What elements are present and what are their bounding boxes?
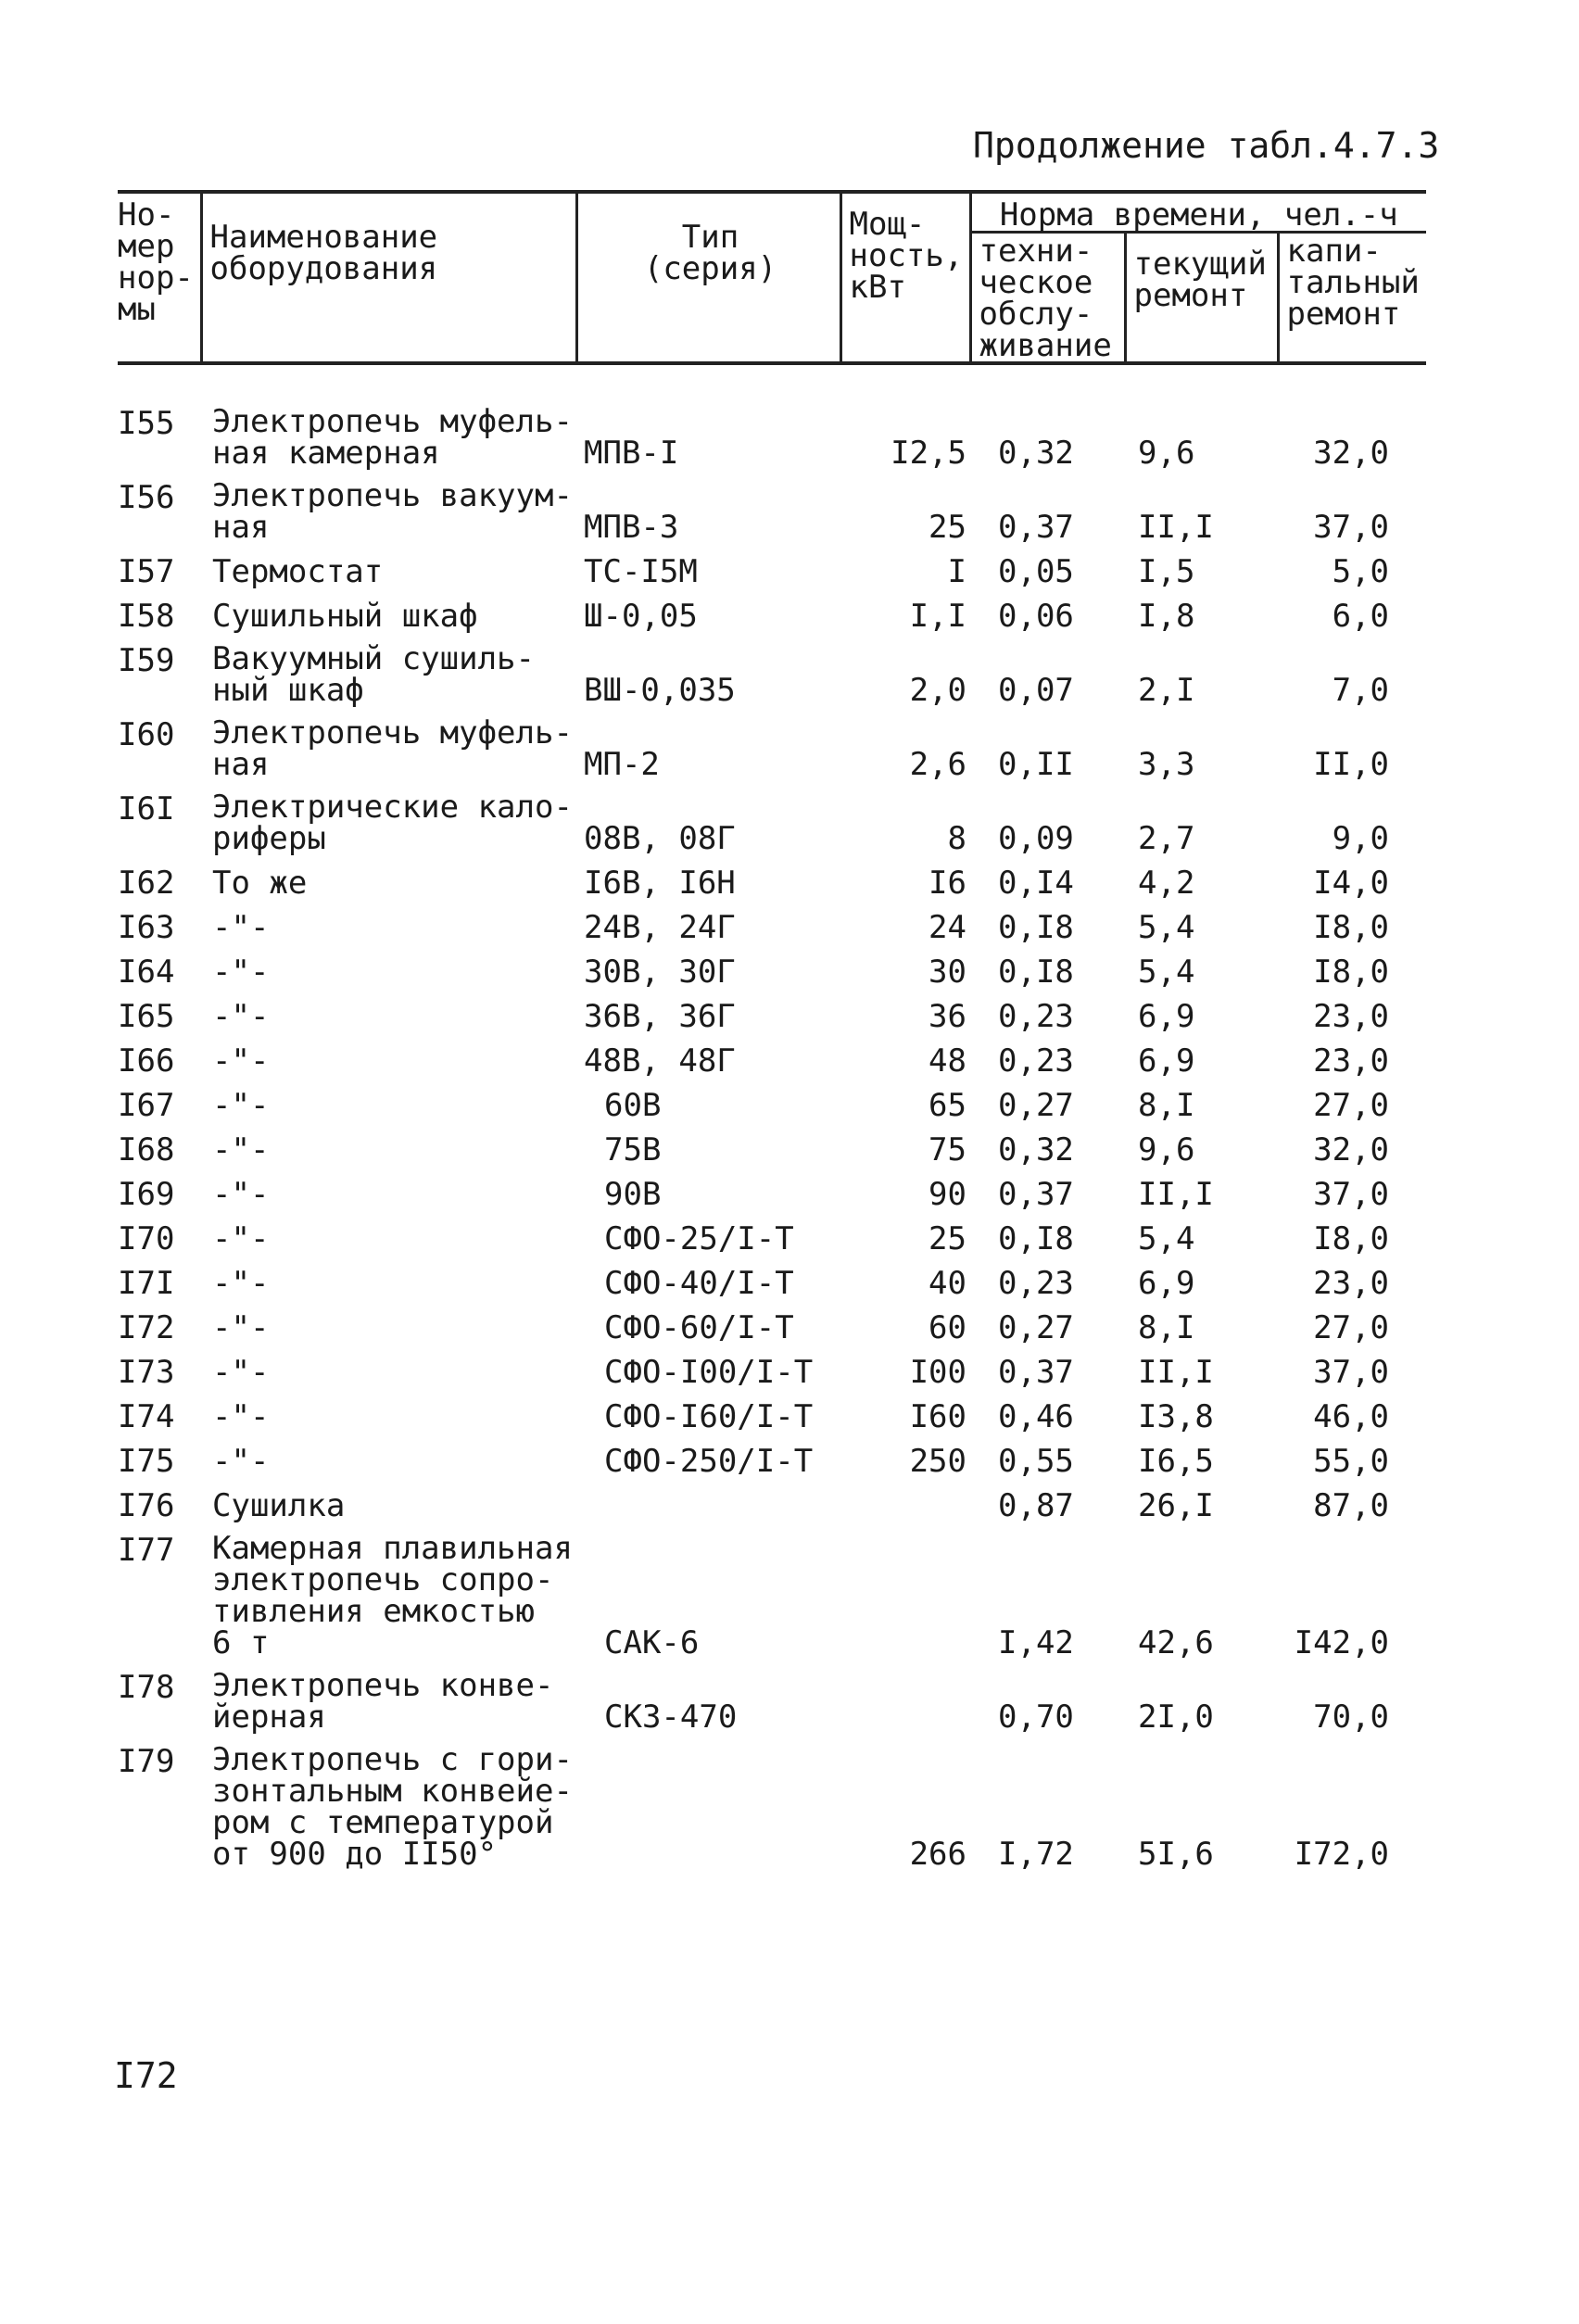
row-maintenance-norm: 0,I8 bbox=[998, 1220, 1074, 1257]
row-equipment-name: -"- bbox=[212, 954, 270, 991]
row-number: I72 bbox=[118, 1309, 175, 1346]
row-power: 36 bbox=[928, 998, 966, 1035]
row-capital-repair-norm: II,0 bbox=[1313, 746, 1390, 783]
row-maintenance-norm: 0,46 bbox=[998, 1398, 1074, 1435]
row-maintenance-norm: 0,23 bbox=[998, 1265, 1074, 1302]
row-power: 25 bbox=[928, 509, 966, 546]
table-row bbox=[118, 554, 1426, 599]
row-equipment-name: -"- bbox=[212, 1309, 270, 1346]
row-number: I76 bbox=[118, 1487, 175, 1524]
row-type: САК-6 bbox=[604, 1624, 700, 1661]
row-number: I63 bbox=[118, 909, 175, 946]
row-capital-repair-norm: 37,0 bbox=[1313, 1354, 1390, 1391]
row-current-repair-norm: 6,9 bbox=[1138, 1042, 1195, 1080]
row-type: 24В, 24Г bbox=[584, 909, 736, 946]
row-number: I77 bbox=[118, 1532, 175, 1569]
table-row bbox=[118, 1744, 1426, 1881]
row-power: 48 bbox=[928, 1042, 966, 1080]
row-current-repair-norm: 42,6 bbox=[1138, 1624, 1214, 1661]
row-equipment-name: -"- bbox=[212, 1042, 270, 1080]
row-equipment-name: Сушильный шкаф bbox=[212, 598, 478, 635]
row-type: ВШ-0,035 bbox=[584, 672, 736, 709]
row-power bbox=[840, 1533, 970, 1670]
row-equipment-name: -"- bbox=[212, 1354, 270, 1391]
row-capital-repair-norm: I8,0 bbox=[1313, 954, 1390, 991]
row-type: СФО-60/I-Т bbox=[604, 1309, 794, 1346]
table-row bbox=[118, 954, 1426, 999]
row-current-repair-norm: 26,I bbox=[1138, 1487, 1214, 1524]
row-type: СФО-25/I-Т bbox=[604, 1220, 794, 1257]
table-row bbox=[118, 1043, 1426, 1088]
row-capital-repair-norm: 32,0 bbox=[1313, 1131, 1390, 1168]
row-maintenance-norm: 0,37 bbox=[998, 1354, 1074, 1391]
row-number: I64 bbox=[118, 954, 175, 991]
row-power: 75 bbox=[928, 1131, 966, 1168]
row-type: СФО-40/I-Т bbox=[604, 1265, 794, 1302]
row-power bbox=[840, 1488, 970, 1533]
row-equipment-name: Электропечь муфель- ная bbox=[212, 714, 573, 783]
row-power: 2,6 bbox=[909, 746, 966, 783]
row-number: I70 bbox=[118, 1220, 175, 1257]
row-number: I78 bbox=[118, 1669, 175, 1706]
row-capital-repair-norm: 46,0 bbox=[1313, 1398, 1390, 1435]
row-type: СФО-I60/I-Т bbox=[604, 1398, 814, 1435]
row-type: 08В, 08Г bbox=[584, 820, 736, 857]
row-type: МПВ-3 bbox=[584, 509, 679, 546]
row-current-repair-norm: I3,8 bbox=[1138, 1398, 1214, 1435]
row-type bbox=[576, 1488, 840, 1533]
header-power: Мощ- ность, кВт bbox=[840, 192, 970, 363]
row-current-repair-norm: 3,3 bbox=[1138, 746, 1195, 783]
row-type: 75В bbox=[604, 1131, 662, 1168]
row-equipment-name: Электропечь конве- йерная bbox=[212, 1667, 554, 1736]
row-power: 30 bbox=[928, 954, 966, 991]
header-norm: Норма времени, чел.-ч bbox=[970, 192, 1426, 233]
row-current-repair-norm: 4,2 bbox=[1138, 865, 1195, 902]
row-type: 60В bbox=[604, 1087, 662, 1124]
row-maintenance-norm: 0,I4 bbox=[998, 865, 1074, 902]
table-row bbox=[118, 1488, 1426, 1533]
row-capital-repair-norm: 23,0 bbox=[1313, 1042, 1390, 1080]
row-equipment-name: Электропечь вакуум- ная bbox=[212, 477, 573, 546]
row-number: I67 bbox=[118, 1087, 175, 1124]
row-number: I55 bbox=[118, 405, 175, 442]
row-power: 90 bbox=[928, 1176, 966, 1213]
table-row bbox=[118, 406, 1426, 480]
row-type: 36В, 36Г bbox=[584, 998, 736, 1035]
row-number: I58 bbox=[118, 598, 175, 635]
row-equipment-name: -"- bbox=[212, 909, 270, 946]
row-equipment-name: -"- bbox=[212, 1131, 270, 1168]
row-capital-repair-norm: I8,0 bbox=[1313, 1220, 1390, 1257]
row-type: МПВ-I bbox=[584, 435, 679, 472]
table-spacer bbox=[118, 363, 1426, 406]
row-capital-repair-norm: 27,0 bbox=[1313, 1087, 1390, 1124]
row-equipment-name: -"- bbox=[212, 998, 270, 1035]
row-capital-repair-norm: 55,0 bbox=[1313, 1443, 1390, 1480]
row-current-repair-norm: 5I,6 bbox=[1138, 1836, 1214, 1873]
row-power: 60 bbox=[928, 1309, 966, 1346]
row-equipment-name: -"- bbox=[212, 1087, 270, 1124]
table-row bbox=[118, 1132, 1426, 1177]
row-number: I56 bbox=[118, 479, 175, 516]
page-number: I72 bbox=[114, 2055, 178, 2096]
row-equipment-name: -"- bbox=[212, 1176, 270, 1213]
row-equipment-name: -"- bbox=[212, 1220, 270, 1257]
row-capital-repair-norm: 6,0 bbox=[1332, 598, 1390, 635]
row-power: 25 bbox=[928, 1220, 966, 1257]
row-maintenance-norm: 0,05 bbox=[998, 553, 1074, 590]
row-number: I65 bbox=[118, 998, 175, 1035]
row-number: I62 bbox=[118, 865, 175, 902]
row-current-repair-norm: 9,6 bbox=[1138, 435, 1195, 472]
row-equipment-name: Камерная плавильная электропечь сопро- тивления емкостью 6 т bbox=[212, 1530, 573, 1661]
row-number: I69 bbox=[118, 1176, 175, 1213]
row-power: I,I bbox=[909, 598, 966, 635]
row-power: 65 bbox=[928, 1087, 966, 1124]
table-row bbox=[118, 480, 1426, 554]
row-power: I6 bbox=[928, 865, 966, 902]
row-capital-repair-norm: 87,0 bbox=[1313, 1487, 1390, 1524]
row-maintenance-norm: 0,70 bbox=[998, 1699, 1074, 1736]
row-maintenance-norm: 0,32 bbox=[998, 435, 1074, 472]
row-type: 90В bbox=[604, 1176, 662, 1213]
row-current-repair-norm: 8,I bbox=[1138, 1309, 1195, 1346]
table-row bbox=[118, 717, 1426, 791]
table-row bbox=[118, 1533, 1426, 1670]
row-power: 250 bbox=[909, 1443, 966, 1480]
header-type: Тип (серия) bbox=[576, 192, 840, 363]
row-maintenance-norm: 0,II bbox=[998, 746, 1074, 783]
row-capital-repair-norm: I72,0 bbox=[1294, 1836, 1390, 1873]
table-row bbox=[118, 1444, 1426, 1488]
row-type: I6В, I6Н bbox=[584, 865, 736, 902]
row-number: I60 bbox=[118, 716, 175, 753]
equipment-norms-table bbox=[118, 190, 1426, 1881]
row-number: I73 bbox=[118, 1354, 175, 1391]
row-maintenance-norm: 0,07 bbox=[998, 672, 1074, 709]
row-equipment-name: Электропечь с гори- зонтальным конвейе- ром с температурой от 900 до II50° bbox=[212, 1741, 573, 1873]
row-current-repair-norm: 2,I bbox=[1138, 672, 1195, 709]
row-number: I6I bbox=[118, 790, 175, 827]
row-type bbox=[576, 1744, 840, 1881]
row-type: ТС-I5М bbox=[584, 553, 698, 590]
row-equipment-name: Термостат bbox=[212, 553, 384, 590]
table-row bbox=[118, 1266, 1426, 1310]
row-maintenance-norm: 0,55 bbox=[998, 1443, 1074, 1480]
row-equipment-name: -"- bbox=[212, 1265, 270, 1302]
row-power: 24 bbox=[928, 909, 966, 946]
table-row bbox=[118, 599, 1426, 643]
table-row bbox=[118, 791, 1426, 865]
row-maintenance-norm: 0,23 bbox=[998, 1042, 1074, 1080]
row-equipment-name: Сушилка bbox=[212, 1487, 346, 1524]
row-maintenance-norm: 0,32 bbox=[998, 1131, 1074, 1168]
row-current-repair-norm: II,I bbox=[1138, 509, 1214, 546]
row-maintenance-norm: I,72 bbox=[998, 1836, 1074, 1873]
row-power: I00 bbox=[909, 1354, 966, 1391]
table-row bbox=[118, 1310, 1426, 1355]
row-equipment-name: -"- bbox=[212, 1398, 270, 1435]
row-current-repair-norm: 8,I bbox=[1138, 1087, 1195, 1124]
row-current-repair-norm: II,I bbox=[1138, 1354, 1214, 1391]
row-power: 8 bbox=[947, 820, 966, 857]
row-maintenance-norm: 0,37 bbox=[998, 1176, 1074, 1213]
row-capital-repair-norm: 32,0 bbox=[1313, 435, 1390, 472]
row-current-repair-norm: 5,4 bbox=[1138, 909, 1195, 946]
row-capital-repair-norm: 5,0 bbox=[1332, 553, 1390, 590]
row-current-repair-norm: 2,7 bbox=[1138, 820, 1195, 857]
row-capital-repair-norm: 70,0 bbox=[1313, 1699, 1390, 1736]
header-maintenance: техни- ческое обслу- живание bbox=[970, 233, 1125, 364]
row-maintenance-norm: 0,27 bbox=[998, 1309, 1074, 1346]
table-continuation-caption: Продолжение табл.4.7.3 bbox=[973, 125, 1440, 166]
row-power: I60 bbox=[909, 1398, 966, 1435]
row-current-repair-norm: II,I bbox=[1138, 1176, 1214, 1213]
row-type: МП-2 bbox=[584, 746, 660, 783]
row-type: Ш-0,05 bbox=[584, 598, 698, 635]
row-current-repair-norm: I,8 bbox=[1138, 598, 1195, 635]
table-row bbox=[118, 910, 1426, 954]
table-row bbox=[118, 865, 1426, 910]
row-current-repair-norm: I,5 bbox=[1138, 553, 1195, 590]
header-number: Но- мер нор- мы bbox=[118, 192, 201, 363]
row-power: 40 bbox=[928, 1265, 966, 1302]
row-current-repair-norm: 6,9 bbox=[1138, 1265, 1195, 1302]
table-row bbox=[118, 1221, 1426, 1266]
row-maintenance-norm: 0,37 bbox=[998, 509, 1074, 546]
row-current-repair-norm: 5,4 bbox=[1138, 1220, 1195, 1257]
table-row bbox=[118, 1399, 1426, 1444]
row-number: I68 bbox=[118, 1131, 175, 1168]
row-type: СФО-I00/I-Т bbox=[604, 1354, 814, 1391]
row-equipment-name: Электропечь муфель- ная камерная bbox=[212, 403, 573, 472]
row-power bbox=[840, 1670, 970, 1744]
row-number: I59 bbox=[118, 642, 175, 679]
row-number: I66 bbox=[118, 1042, 175, 1080]
row-type: 30В, 30Г bbox=[584, 954, 736, 991]
row-capital-repair-norm: 7,0 bbox=[1332, 672, 1390, 709]
row-capital-repair-norm: I42,0 bbox=[1294, 1624, 1390, 1661]
row-type: 48В, 48Г bbox=[584, 1042, 736, 1080]
table-row bbox=[118, 643, 1426, 717]
row-power: 2,0 bbox=[909, 672, 966, 709]
row-power: I2,5 bbox=[891, 435, 966, 472]
row-maintenance-norm: 0,06 bbox=[998, 598, 1074, 635]
row-type: СФО-250/I-Т bbox=[604, 1443, 814, 1480]
row-capital-repair-norm: 37,0 bbox=[1313, 509, 1390, 546]
row-number: I79 bbox=[118, 1743, 175, 1780]
table-row bbox=[118, 1355, 1426, 1399]
row-maintenance-norm: I,42 bbox=[998, 1624, 1074, 1661]
row-maintenance-norm: 0,I8 bbox=[998, 954, 1074, 991]
row-capital-repair-norm: 9,0 bbox=[1332, 820, 1390, 857]
row-number: I7I bbox=[118, 1265, 175, 1302]
row-maintenance-norm: 0,27 bbox=[998, 1087, 1074, 1124]
row-current-repair-norm: 9,6 bbox=[1138, 1131, 1195, 1168]
row-equipment-name: Вакуумный сушиль- ный шкаф bbox=[212, 640, 535, 709]
row-maintenance-norm: 0,87 bbox=[998, 1487, 1074, 1524]
row-current-repair-norm: 6,9 bbox=[1138, 998, 1195, 1035]
row-equipment-name: То же bbox=[212, 865, 308, 902]
row-power: 266 bbox=[909, 1836, 966, 1873]
row-type: СКЗ-470 bbox=[604, 1699, 738, 1736]
table-row bbox=[118, 999, 1426, 1043]
table-row bbox=[118, 1088, 1426, 1132]
row-capital-repair-norm: I8,0 bbox=[1313, 909, 1390, 946]
row-number: I57 bbox=[118, 553, 175, 590]
row-capital-repair-norm: 23,0 bbox=[1313, 998, 1390, 1035]
row-maintenance-norm: 0,I8 bbox=[998, 909, 1074, 946]
header-current-repair: текущий ремонт bbox=[1125, 233, 1278, 364]
table-row bbox=[118, 1670, 1426, 1744]
row-current-repair-norm: 2I,0 bbox=[1138, 1699, 1214, 1736]
row-capital-repair-norm: 23,0 bbox=[1313, 1265, 1390, 1302]
row-number: I74 bbox=[118, 1398, 175, 1435]
header-name: Наименование оборудования bbox=[201, 192, 576, 363]
table-row bbox=[118, 1177, 1426, 1221]
row-capital-repair-norm: 27,0 bbox=[1313, 1309, 1390, 1346]
row-equipment-name: -"- bbox=[212, 1443, 270, 1480]
row-capital-repair-norm: 37,0 bbox=[1313, 1176, 1390, 1213]
row-capital-repair-norm: I4,0 bbox=[1313, 865, 1390, 902]
header-capital-repair: капи- тальный ремонт bbox=[1278, 233, 1426, 364]
row-power: I bbox=[947, 553, 966, 590]
row-equipment-name: Электрические кало- риферы bbox=[212, 789, 573, 857]
row-maintenance-norm: 0,09 bbox=[998, 820, 1074, 857]
row-current-repair-norm: I6,5 bbox=[1138, 1443, 1214, 1480]
row-maintenance-norm: 0,23 bbox=[998, 998, 1074, 1035]
row-number: I75 bbox=[118, 1443, 175, 1480]
row-current-repair-norm: 5,4 bbox=[1138, 954, 1195, 991]
